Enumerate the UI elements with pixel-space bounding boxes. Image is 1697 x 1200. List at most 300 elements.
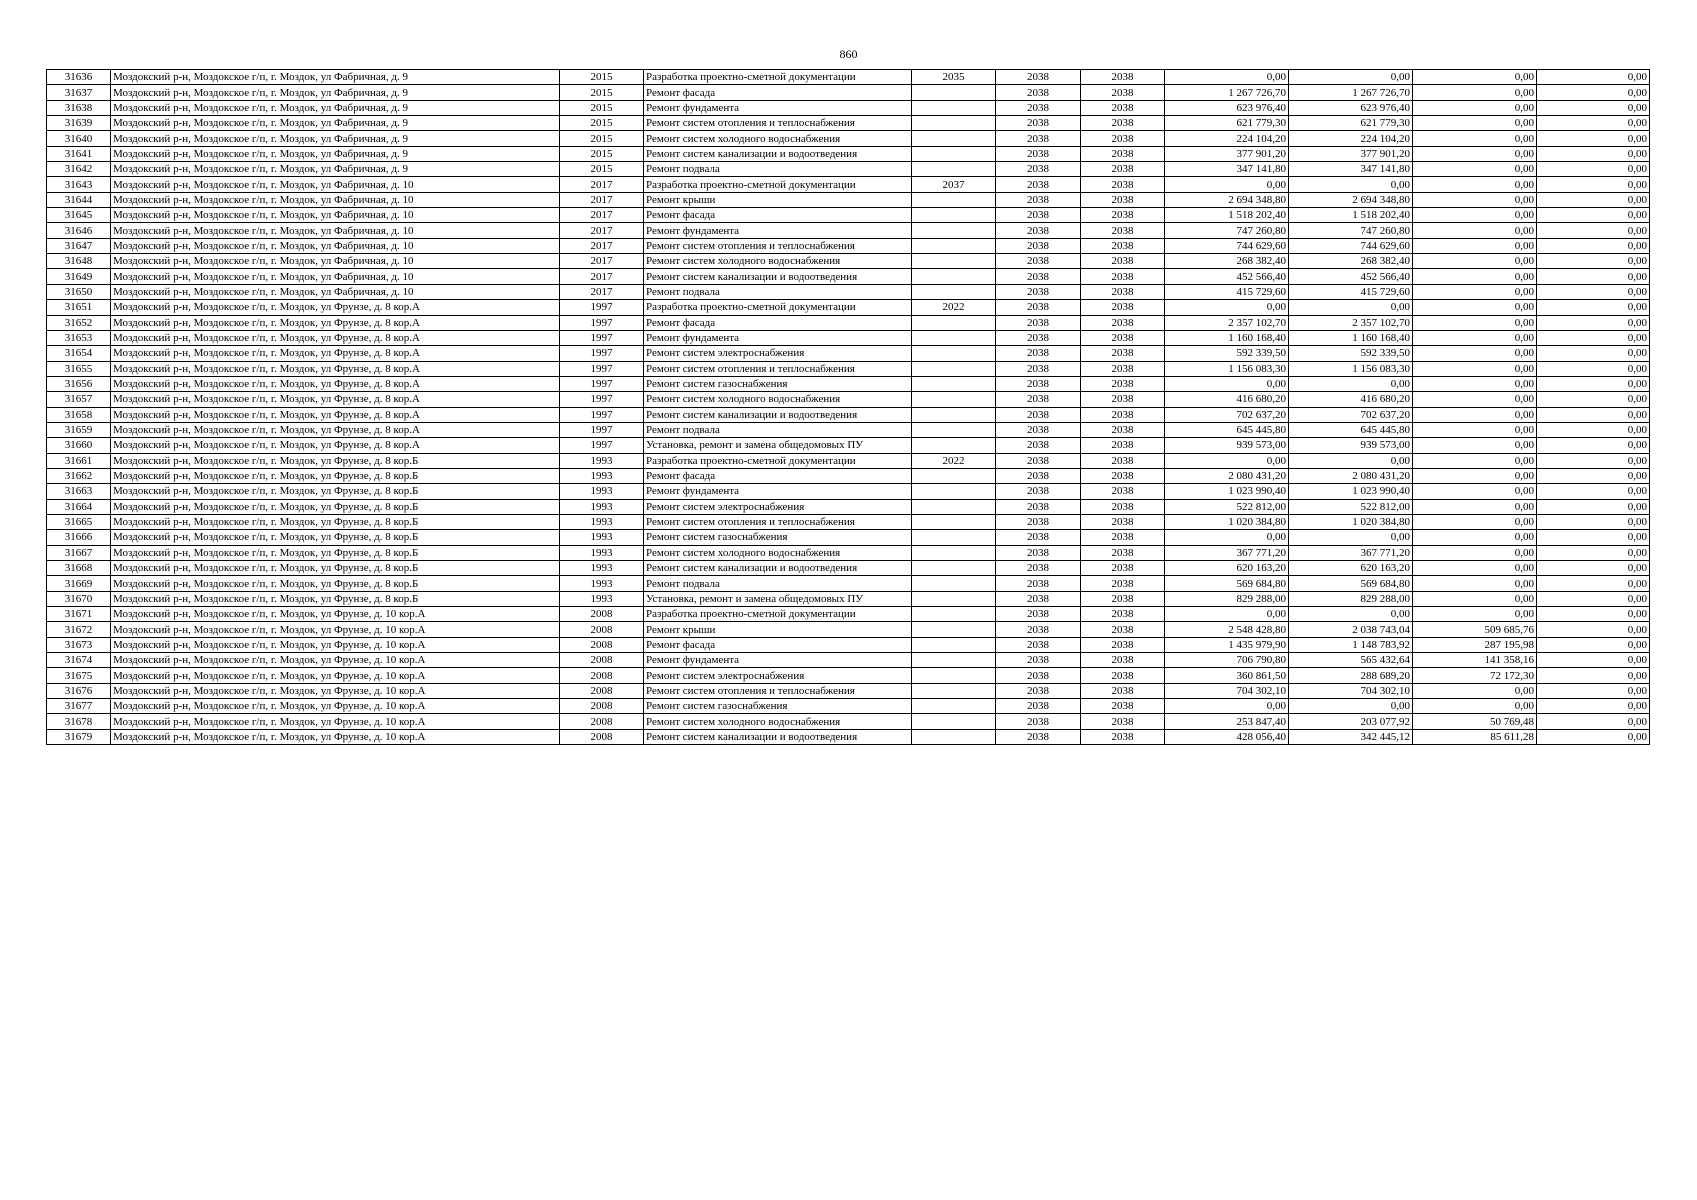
address-cell: Моздокский р-н, Моздокское г/п, г. Моздок, ул Фабричная, д. 9 bbox=[111, 116, 560, 131]
total-cost-cell: 415 729,60 bbox=[1165, 284, 1289, 299]
address-cell: Моздокский р-н, Моздокское г/п, г. Моздок, ул Фабричная, д. 9 bbox=[111, 131, 560, 146]
build-year-cell: 2008 bbox=[560, 637, 644, 652]
plan-year-end-cell: 2038 bbox=[1081, 576, 1165, 591]
build-year-cell: 2017 bbox=[560, 254, 644, 269]
owners-cost-cell: 0,00 bbox=[1413, 468, 1537, 483]
other-cost-cell: 0,00 bbox=[1537, 300, 1650, 315]
fund-cost-cell: 203 077,92 bbox=[1289, 714, 1413, 729]
plan-year-start-cell: 2038 bbox=[996, 407, 1081, 422]
plan-year-start-cell: 2038 bbox=[996, 238, 1081, 253]
table-row bbox=[47, 468, 1650, 483]
table-row bbox=[47, 177, 1650, 192]
owners-cost-cell: 0,00 bbox=[1413, 131, 1537, 146]
table-row bbox=[47, 162, 1650, 177]
plan-year-start-cell: 2038 bbox=[996, 545, 1081, 560]
build-year-cell: 1997 bbox=[560, 376, 644, 391]
plan-year-end-cell: 2038 bbox=[1081, 714, 1165, 729]
other-cost-cell: 0,00 bbox=[1537, 238, 1650, 253]
address-cell: Моздокский р-н, Моздокское г/п, г. Моздок, ул Фрунзе, д. 8 кор.Б bbox=[111, 545, 560, 560]
work-type-cell: Ремонт систем газоснабжения bbox=[644, 699, 912, 714]
plan-year-start-cell: 2038 bbox=[996, 85, 1081, 100]
design-year-cell bbox=[912, 315, 996, 330]
build-year-cell: 1997 bbox=[560, 407, 644, 422]
table-row bbox=[47, 269, 1650, 284]
other-cost-cell: 0,00 bbox=[1537, 699, 1650, 714]
work-type-cell: Ремонт систем газоснабжения bbox=[644, 530, 912, 545]
work-type-cell: Ремонт систем отопления и теплоснабжения bbox=[644, 238, 912, 253]
work-type-cell: Ремонт подвала bbox=[644, 422, 912, 437]
plan-year-start-cell: 2038 bbox=[996, 330, 1081, 345]
owners-cost-cell: 0,00 bbox=[1413, 683, 1537, 698]
row-number-cell: 31644 bbox=[47, 192, 111, 207]
fund-cost-cell: 645 445,80 bbox=[1289, 422, 1413, 437]
owners-cost-cell: 0,00 bbox=[1413, 238, 1537, 253]
table-row bbox=[47, 484, 1650, 499]
design-year-cell bbox=[912, 269, 996, 284]
other-cost-cell: 0,00 bbox=[1537, 392, 1650, 407]
plan-year-end-cell: 2038 bbox=[1081, 499, 1165, 514]
row-number-cell: 31647 bbox=[47, 238, 111, 253]
other-cost-cell: 0,00 bbox=[1537, 131, 1650, 146]
row-number-cell: 31664 bbox=[47, 499, 111, 514]
table-row bbox=[47, 238, 1650, 253]
plan-year-end-cell: 2038 bbox=[1081, 530, 1165, 545]
owners-cost-cell: 50 769,48 bbox=[1413, 714, 1537, 729]
plan-year-start-cell: 2038 bbox=[996, 622, 1081, 637]
other-cost-cell: 0,00 bbox=[1537, 269, 1650, 284]
owners-cost-cell: 0,00 bbox=[1413, 162, 1537, 177]
table-row bbox=[47, 376, 1650, 391]
owners-cost-cell: 141 358,16 bbox=[1413, 653, 1537, 668]
work-type-cell: Ремонт крыши bbox=[644, 192, 912, 207]
design-year-cell bbox=[912, 545, 996, 560]
build-year-cell: 1993 bbox=[560, 468, 644, 483]
work-type-cell: Ремонт систем канализации и водоотведения bbox=[644, 269, 912, 284]
row-number-cell: 31653 bbox=[47, 330, 111, 345]
other-cost-cell: 0,00 bbox=[1537, 484, 1650, 499]
plan-year-end-cell: 2038 bbox=[1081, 346, 1165, 361]
capital-repair-table bbox=[46, 69, 1650, 745]
other-cost-cell: 0,00 bbox=[1537, 714, 1650, 729]
work-type-cell: Ремонт систем газоснабжения bbox=[644, 376, 912, 391]
other-cost-cell: 0,00 bbox=[1537, 453, 1650, 468]
work-type-cell: Ремонт систем холодного водоснабжения bbox=[644, 254, 912, 269]
plan-year-end-cell: 2038 bbox=[1081, 653, 1165, 668]
owners-cost-cell: 0,00 bbox=[1413, 453, 1537, 468]
design-year-cell bbox=[912, 361, 996, 376]
build-year-cell: 1993 bbox=[560, 484, 644, 499]
plan-year-start-cell: 2038 bbox=[996, 346, 1081, 361]
build-year-cell: 2017 bbox=[560, 208, 644, 223]
work-type-cell: Разработка проектно-сметной документации bbox=[644, 177, 912, 192]
fund-cost-cell: 0,00 bbox=[1289, 376, 1413, 391]
other-cost-cell: 0,00 bbox=[1537, 162, 1650, 177]
build-year-cell: 2017 bbox=[560, 192, 644, 207]
row-number-cell: 31643 bbox=[47, 177, 111, 192]
owners-cost-cell: 0,00 bbox=[1413, 407, 1537, 422]
design-year-cell bbox=[912, 330, 996, 345]
plan-year-end-cell: 2038 bbox=[1081, 699, 1165, 714]
build-year-cell: 2015 bbox=[560, 162, 644, 177]
total-cost-cell: 367 771,20 bbox=[1165, 545, 1289, 560]
owners-cost-cell: 0,00 bbox=[1413, 146, 1537, 161]
work-type-cell: Ремонт систем отопления и теплоснабжения bbox=[644, 683, 912, 698]
owners-cost-cell: 0,00 bbox=[1413, 100, 1537, 115]
plan-year-start-cell: 2038 bbox=[996, 468, 1081, 483]
design-year-cell bbox=[912, 468, 996, 483]
plan-year-end-cell: 2038 bbox=[1081, 162, 1165, 177]
work-type-cell: Разработка проектно-сметной документации bbox=[644, 300, 912, 315]
design-year-cell bbox=[912, 484, 996, 499]
build-year-cell: 1993 bbox=[560, 530, 644, 545]
fund-cost-cell: 224 104,20 bbox=[1289, 131, 1413, 146]
build-year-cell: 1997 bbox=[560, 361, 644, 376]
fund-cost-cell: 704 302,10 bbox=[1289, 683, 1413, 698]
plan-year-start-cell: 2038 bbox=[996, 315, 1081, 330]
work-type-cell: Ремонт подвала bbox=[644, 162, 912, 177]
row-number-cell: 31659 bbox=[47, 422, 111, 437]
address-cell: Моздокский р-н, Моздокское г/п, г. Моздок, ул Фрунзе, д. 8 кор.Б bbox=[111, 468, 560, 483]
design-year-cell bbox=[912, 192, 996, 207]
plan-year-start-cell: 2038 bbox=[996, 422, 1081, 437]
total-cost-cell: 452 566,40 bbox=[1165, 269, 1289, 284]
address-cell: Моздокский р-н, Моздокское г/п, г. Моздок, ул Фрунзе, д. 10 кор.А bbox=[111, 668, 560, 683]
row-number-cell: 31667 bbox=[47, 545, 111, 560]
plan-year-end-cell: 2038 bbox=[1081, 100, 1165, 115]
table-row bbox=[47, 131, 1650, 146]
plan-year-end-cell: 2038 bbox=[1081, 361, 1165, 376]
build-year-cell: 2017 bbox=[560, 177, 644, 192]
build-year-cell: 2008 bbox=[560, 714, 644, 729]
row-number-cell: 31638 bbox=[47, 100, 111, 115]
address-cell: Моздокский р-н, Моздокское г/п, г. Моздок, ул Фрунзе, д. 8 кор.А bbox=[111, 361, 560, 376]
table-row bbox=[47, 223, 1650, 238]
row-number-cell: 31661 bbox=[47, 453, 111, 468]
total-cost-cell: 253 847,40 bbox=[1165, 714, 1289, 729]
address-cell: Моздокский р-н, Моздокское г/п, г. Моздок, ул Фрунзе, д. 8 кор.А bbox=[111, 422, 560, 437]
row-number-cell: 31665 bbox=[47, 514, 111, 529]
plan-year-end-cell: 2038 bbox=[1081, 131, 1165, 146]
fund-cost-cell: 0,00 bbox=[1289, 70, 1413, 85]
fund-cost-cell: 1 023 990,40 bbox=[1289, 484, 1413, 499]
total-cost-cell: 1 267 726,70 bbox=[1165, 85, 1289, 100]
total-cost-cell: 268 382,40 bbox=[1165, 254, 1289, 269]
work-type-cell: Ремонт систем холодного водоснабжения bbox=[644, 131, 912, 146]
fund-cost-cell: 0,00 bbox=[1289, 177, 1413, 192]
total-cost-cell: 416 680,20 bbox=[1165, 392, 1289, 407]
plan-year-end-cell: 2038 bbox=[1081, 607, 1165, 622]
build-year-cell: 1997 bbox=[560, 392, 644, 407]
owners-cost-cell: 0,00 bbox=[1413, 223, 1537, 238]
table-row bbox=[47, 576, 1650, 591]
address-cell: Моздокский р-н, Моздокское г/п, г. Моздок, ул Фабричная, д. 10 bbox=[111, 192, 560, 207]
design-year-cell bbox=[912, 438, 996, 453]
plan-year-end-cell: 2038 bbox=[1081, 238, 1165, 253]
design-year-cell bbox=[912, 131, 996, 146]
work-type-cell: Разработка проектно-сметной документации bbox=[644, 453, 912, 468]
other-cost-cell: 0,00 bbox=[1537, 177, 1650, 192]
design-year-cell bbox=[912, 85, 996, 100]
address-cell: Моздокский р-н, Моздокское г/п, г. Моздок, ул Фабричная, д. 10 bbox=[111, 238, 560, 253]
design-year-cell bbox=[912, 699, 996, 714]
owners-cost-cell: 0,00 bbox=[1413, 591, 1537, 606]
total-cost-cell: 592 339,50 bbox=[1165, 346, 1289, 361]
fund-cost-cell: 744 629,60 bbox=[1289, 238, 1413, 253]
table-row bbox=[47, 300, 1650, 315]
plan-year-end-cell: 2038 bbox=[1081, 192, 1165, 207]
owners-cost-cell: 0,00 bbox=[1413, 576, 1537, 591]
other-cost-cell: 0,00 bbox=[1537, 284, 1650, 299]
row-number-cell: 31657 bbox=[47, 392, 111, 407]
total-cost-cell: 939 573,00 bbox=[1165, 438, 1289, 453]
owners-cost-cell: 0,00 bbox=[1413, 438, 1537, 453]
plan-year-end-cell: 2038 bbox=[1081, 300, 1165, 315]
plan-year-start-cell: 2038 bbox=[996, 177, 1081, 192]
plan-year-start-cell: 2038 bbox=[996, 607, 1081, 622]
other-cost-cell: 0,00 bbox=[1537, 622, 1650, 637]
fund-cost-cell: 1 518 202,40 bbox=[1289, 208, 1413, 223]
work-type-cell: Ремонт систем холодного водоснабжения bbox=[644, 545, 912, 560]
owners-cost-cell: 0,00 bbox=[1413, 392, 1537, 407]
fund-cost-cell: 415 729,60 bbox=[1289, 284, 1413, 299]
address-cell: Моздокский р-н, Моздокское г/п, г. Моздок, ул Фрунзе, д. 8 кор.Б bbox=[111, 530, 560, 545]
plan-year-end-cell: 2038 bbox=[1081, 223, 1165, 238]
table-row bbox=[47, 545, 1650, 560]
plan-year-start-cell: 2038 bbox=[996, 438, 1081, 453]
table-row bbox=[47, 330, 1650, 345]
total-cost-cell: 702 637,20 bbox=[1165, 407, 1289, 422]
table-row bbox=[47, 438, 1650, 453]
address-cell: Моздокский р-н, Моздокское г/п, г. Моздок, ул Фрунзе, д. 10 кор.А bbox=[111, 653, 560, 668]
owners-cost-cell: 0,00 bbox=[1413, 284, 1537, 299]
plan-year-start-cell: 2038 bbox=[996, 254, 1081, 269]
fund-cost-cell: 452 566,40 bbox=[1289, 269, 1413, 284]
fund-cost-cell: 0,00 bbox=[1289, 453, 1413, 468]
table-row bbox=[47, 392, 1650, 407]
build-year-cell: 2015 bbox=[560, 131, 644, 146]
plan-year-end-cell: 2038 bbox=[1081, 422, 1165, 437]
work-type-cell: Ремонт подвала bbox=[644, 284, 912, 299]
plan-year-end-cell: 2038 bbox=[1081, 85, 1165, 100]
build-year-cell: 2017 bbox=[560, 284, 644, 299]
table-row bbox=[47, 499, 1650, 514]
owners-cost-cell: 0,00 bbox=[1413, 85, 1537, 100]
owners-cost-cell: 0,00 bbox=[1413, 315, 1537, 330]
other-cost-cell: 0,00 bbox=[1537, 683, 1650, 698]
design-year-cell bbox=[912, 561, 996, 576]
other-cost-cell: 0,00 bbox=[1537, 499, 1650, 514]
fund-cost-cell: 288 689,20 bbox=[1289, 668, 1413, 683]
row-number-cell: 31677 bbox=[47, 699, 111, 714]
total-cost-cell: 1 518 202,40 bbox=[1165, 208, 1289, 223]
design-year-cell bbox=[912, 607, 996, 622]
work-type-cell: Ремонт фундамента bbox=[644, 223, 912, 238]
plan-year-start-cell: 2038 bbox=[996, 361, 1081, 376]
address-cell: Моздокский р-н, Моздокское г/п, г. Моздок, ул Фабричная, д. 9 bbox=[111, 70, 560, 85]
row-number-cell: 31660 bbox=[47, 438, 111, 453]
owners-cost-cell: 0,00 bbox=[1413, 330, 1537, 345]
address-cell: Моздокский р-н, Моздокское г/п, г. Моздок, ул Фабричная, д. 10 bbox=[111, 177, 560, 192]
plan-year-start-cell: 2038 bbox=[996, 653, 1081, 668]
address-cell: Моздокский р-н, Моздокское г/п, г. Моздок, ул Фрунзе, д. 10 кор.А bbox=[111, 729, 560, 744]
total-cost-cell: 428 056,40 bbox=[1165, 729, 1289, 744]
build-year-cell: 2017 bbox=[560, 223, 644, 238]
address-cell: Моздокский р-н, Моздокское г/п, г. Моздок, ул Фабричная, д. 9 bbox=[111, 100, 560, 115]
fund-cost-cell: 569 684,80 bbox=[1289, 576, 1413, 591]
build-year-cell: 2008 bbox=[560, 622, 644, 637]
fund-cost-cell: 1 160 168,40 bbox=[1289, 330, 1413, 345]
owners-cost-cell: 0,00 bbox=[1413, 530, 1537, 545]
plan-year-end-cell: 2038 bbox=[1081, 637, 1165, 652]
build-year-cell: 1997 bbox=[560, 346, 644, 361]
total-cost-cell: 2 357 102,70 bbox=[1165, 315, 1289, 330]
fund-cost-cell: 416 680,20 bbox=[1289, 392, 1413, 407]
work-type-cell: Ремонт фасада bbox=[644, 85, 912, 100]
plan-year-start-cell: 2038 bbox=[996, 484, 1081, 499]
plan-year-start-cell: 2038 bbox=[996, 70, 1081, 85]
other-cost-cell: 0,00 bbox=[1537, 330, 1650, 345]
owners-cost-cell: 0,00 bbox=[1413, 70, 1537, 85]
plan-year-start-cell: 2038 bbox=[996, 208, 1081, 223]
build-year-cell: 1993 bbox=[560, 514, 644, 529]
build-year-cell: 2008 bbox=[560, 607, 644, 622]
total-cost-cell: 2 694 348,80 bbox=[1165, 192, 1289, 207]
total-cost-cell: 1 020 384,80 bbox=[1165, 514, 1289, 529]
row-number-cell: 31658 bbox=[47, 407, 111, 422]
total-cost-cell: 0,00 bbox=[1165, 70, 1289, 85]
table-row bbox=[47, 407, 1650, 422]
total-cost-cell: 747 260,80 bbox=[1165, 223, 1289, 238]
plan-year-end-cell: 2038 bbox=[1081, 468, 1165, 483]
table-row bbox=[47, 284, 1650, 299]
row-number-cell: 31649 bbox=[47, 269, 111, 284]
plan-year-end-cell: 2038 bbox=[1081, 392, 1165, 407]
design-year-cell bbox=[912, 346, 996, 361]
work-type-cell: Ремонт фундамента bbox=[644, 653, 912, 668]
work-type-cell: Установка, ремонт и замена общедомовых ПУ bbox=[644, 438, 912, 453]
row-number-cell: 31640 bbox=[47, 131, 111, 146]
total-cost-cell: 1 160 168,40 bbox=[1165, 330, 1289, 345]
total-cost-cell: 0,00 bbox=[1165, 607, 1289, 622]
fund-cost-cell: 342 445,12 bbox=[1289, 729, 1413, 744]
build-year-cell: 1997 bbox=[560, 330, 644, 345]
owners-cost-cell: 509 685,76 bbox=[1413, 622, 1537, 637]
address-cell: Моздокский р-н, Моздокское г/п, г. Моздок, ул Фрунзе, д. 8 кор.А bbox=[111, 376, 560, 391]
work-type-cell: Ремонт фундамента bbox=[644, 330, 912, 345]
table-row bbox=[47, 699, 1650, 714]
build-year-cell: 1993 bbox=[560, 545, 644, 560]
table-row bbox=[47, 254, 1650, 269]
other-cost-cell: 0,00 bbox=[1537, 422, 1650, 437]
table-row bbox=[47, 422, 1650, 437]
design-year-cell bbox=[912, 576, 996, 591]
work-type-cell: Разработка проектно-сметной документации bbox=[644, 70, 912, 85]
address-cell: Моздокский р-н, Моздокское г/п, г. Моздок, ул Фрунзе, д. 10 кор.А bbox=[111, 607, 560, 622]
fund-cost-cell: 0,00 bbox=[1289, 607, 1413, 622]
address-cell: Моздокский р-н, Моздокское г/п, г. Моздок, ул Фрунзе, д. 8 кор.Б bbox=[111, 499, 560, 514]
row-number-cell: 31637 bbox=[47, 85, 111, 100]
row-number-cell: 31666 bbox=[47, 530, 111, 545]
other-cost-cell: 0,00 bbox=[1537, 315, 1650, 330]
table-row bbox=[47, 530, 1650, 545]
fund-cost-cell: 0,00 bbox=[1289, 530, 1413, 545]
address-cell: Моздокский р-н, Моздокское г/п, г. Моздок, ул Фрунзе, д. 8 кор.А bbox=[111, 315, 560, 330]
owners-cost-cell: 0,00 bbox=[1413, 499, 1537, 514]
row-number-cell: 31636 bbox=[47, 70, 111, 85]
plan-year-start-cell: 2038 bbox=[996, 699, 1081, 714]
table-body bbox=[47, 70, 1650, 745]
address-cell: Моздокский р-н, Моздокское г/п, г. Моздок, ул Фрунзе, д. 10 кор.А bbox=[111, 622, 560, 637]
other-cost-cell: 0,00 bbox=[1537, 116, 1650, 131]
other-cost-cell: 0,00 bbox=[1537, 208, 1650, 223]
build-year-cell: 1997 bbox=[560, 315, 644, 330]
address-cell: Моздокский р-н, Моздокское г/п, г. Моздок, ул Фабричная, д. 10 bbox=[111, 208, 560, 223]
row-number-cell: 31641 bbox=[47, 146, 111, 161]
row-number-cell: 31675 bbox=[47, 668, 111, 683]
owners-cost-cell: 0,00 bbox=[1413, 300, 1537, 315]
owners-cost-cell: 0,00 bbox=[1413, 177, 1537, 192]
work-type-cell: Установка, ремонт и замена общедомовых ПУ bbox=[644, 591, 912, 606]
owners-cost-cell: 0,00 bbox=[1413, 208, 1537, 223]
fund-cost-cell: 623 976,40 bbox=[1289, 100, 1413, 115]
work-type-cell: Ремонт систем холодного водоснабжения bbox=[644, 392, 912, 407]
fund-cost-cell: 347 141,80 bbox=[1289, 162, 1413, 177]
table-row bbox=[47, 70, 1650, 85]
build-year-cell: 2015 bbox=[560, 70, 644, 85]
owners-cost-cell: 0,00 bbox=[1413, 607, 1537, 622]
address-cell: Моздокский р-н, Моздокское г/п, г. Моздок, ул Фабричная, д. 10 bbox=[111, 254, 560, 269]
other-cost-cell: 0,00 bbox=[1537, 561, 1650, 576]
plan-year-start-cell: 2038 bbox=[996, 729, 1081, 744]
build-year-cell: 2015 bbox=[560, 146, 644, 161]
table-row bbox=[47, 683, 1650, 698]
design-year-cell bbox=[912, 729, 996, 744]
other-cost-cell: 0,00 bbox=[1537, 729, 1650, 744]
design-year-cell bbox=[912, 146, 996, 161]
total-cost-cell: 1 156 083,30 bbox=[1165, 361, 1289, 376]
plan-year-start-cell: 2038 bbox=[996, 530, 1081, 545]
plan-year-start-cell: 2038 bbox=[996, 514, 1081, 529]
total-cost-cell: 1 023 990,40 bbox=[1165, 484, 1289, 499]
work-type-cell: Ремонт систем отопления и теплоснабжения bbox=[644, 361, 912, 376]
fund-cost-cell: 592 339,50 bbox=[1289, 346, 1413, 361]
owners-cost-cell: 0,00 bbox=[1413, 561, 1537, 576]
plan-year-end-cell: 2038 bbox=[1081, 545, 1165, 560]
plan-year-end-cell: 2038 bbox=[1081, 315, 1165, 330]
other-cost-cell: 0,00 bbox=[1537, 637, 1650, 652]
plan-year-end-cell: 2038 bbox=[1081, 208, 1165, 223]
build-year-cell: 2008 bbox=[560, 653, 644, 668]
total-cost-cell: 377 901,20 bbox=[1165, 146, 1289, 161]
design-year-cell bbox=[912, 591, 996, 606]
plan-year-start-cell: 2038 bbox=[996, 162, 1081, 177]
plan-year-start-cell: 2038 bbox=[996, 637, 1081, 652]
owners-cost-cell: 0,00 bbox=[1413, 699, 1537, 714]
address-cell: Моздокский р-н, Моздокское г/п, г. Моздок, ул Фрунзе, д. 8 кор.Б bbox=[111, 561, 560, 576]
work-type-cell: Ремонт фундамента bbox=[644, 484, 912, 499]
table-row bbox=[47, 146, 1650, 161]
design-year-cell bbox=[912, 392, 996, 407]
plan-year-end-cell: 2038 bbox=[1081, 683, 1165, 698]
total-cost-cell: 224 104,20 bbox=[1165, 131, 1289, 146]
design-year-cell bbox=[912, 238, 996, 253]
fund-cost-cell: 1 267 726,70 bbox=[1289, 85, 1413, 100]
fund-cost-cell: 2 038 743,04 bbox=[1289, 622, 1413, 637]
build-year-cell: 1993 bbox=[560, 561, 644, 576]
total-cost-cell: 620 163,20 bbox=[1165, 561, 1289, 576]
fund-cost-cell: 1 156 083,30 bbox=[1289, 361, 1413, 376]
other-cost-cell: 0,00 bbox=[1537, 407, 1650, 422]
